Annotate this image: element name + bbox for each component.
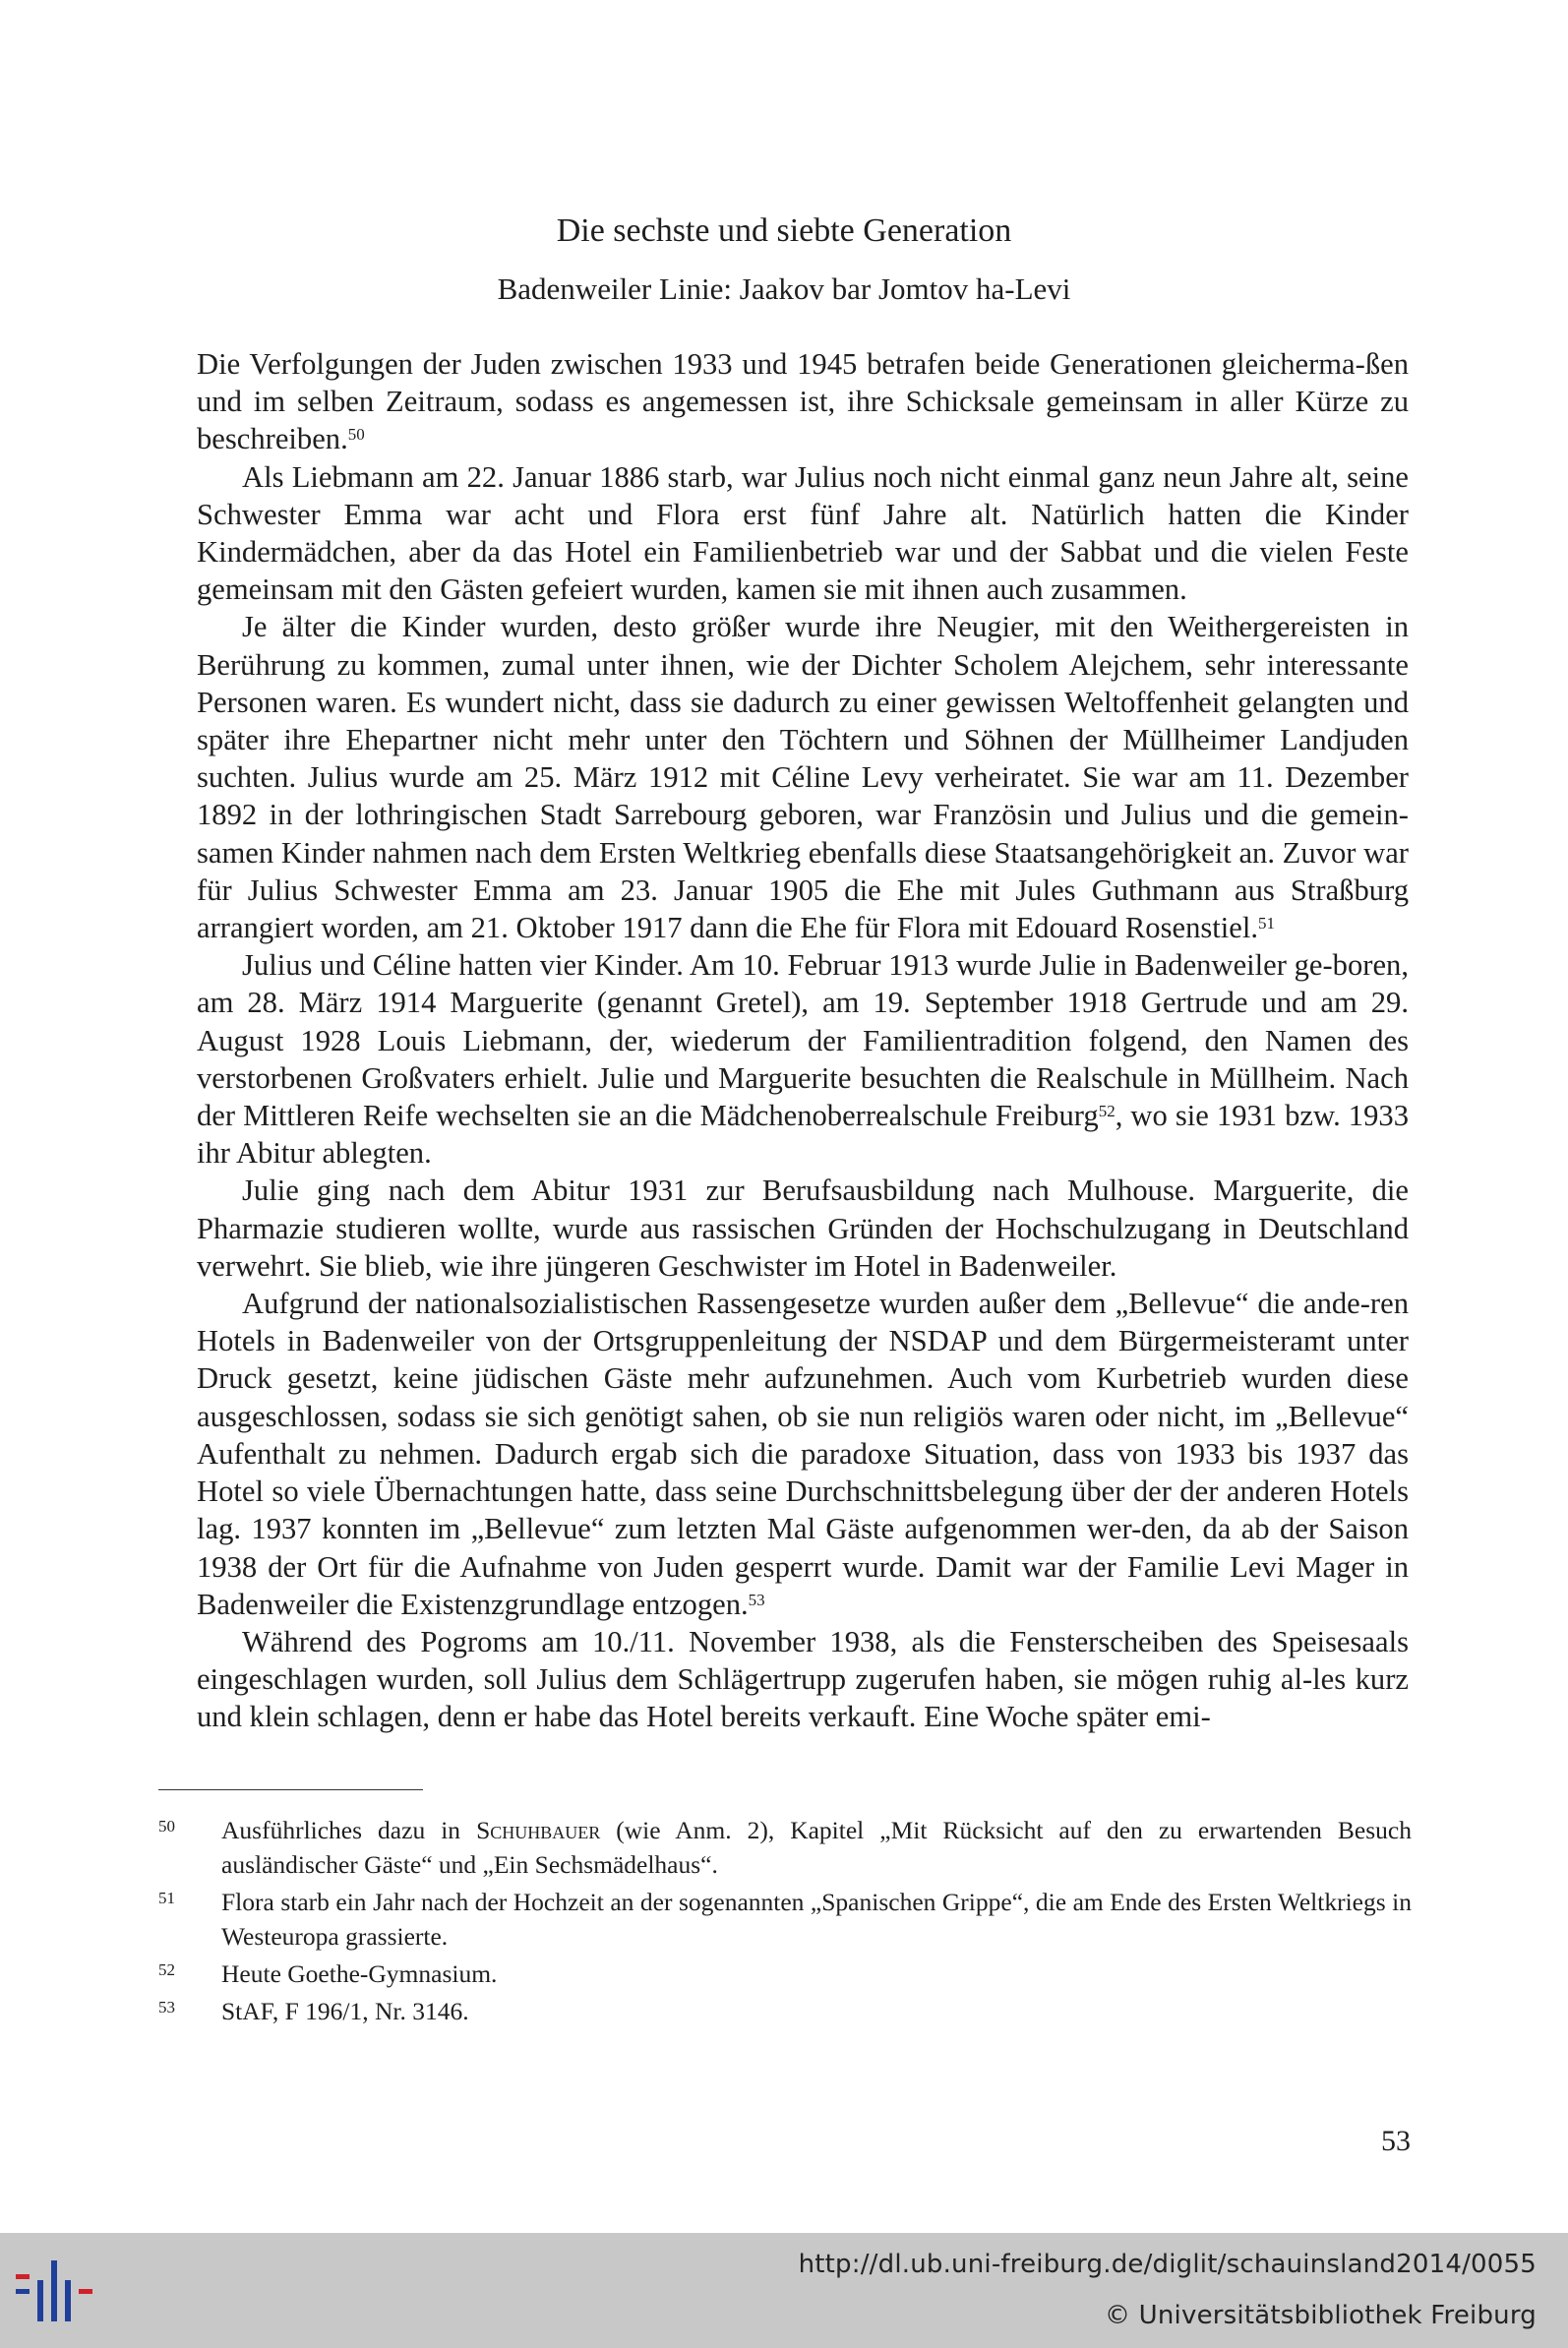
footnote-number: 52 (158, 1960, 175, 1979)
footnote-number: 50 (158, 1817, 175, 1836)
permalink-url[interactable]: http://dl.ub.uni-freiburg.de/diglit/schauinsland2014/0055 (798, 2250, 1537, 2279)
paragraph: Julius und Céline hatten vier Kinder. Am 10. Februar 1913 wurde Julie in Badenweiler ge-boren, am 28. März 1914 Marguerite (genannt Gretel), am 19. September 1918 Gertrude und am 29. August 1928 Louis Liebmann, der, wiederum der Familientradition folgend, den Namen des verstorbenen Großvaters erhielt. Julie und Marguerite besuchten die Realschule in Müllheim. Nach der Mittleren Reife wechselten sie an die Mädchenoberrealschule Freiburg$^{52}$, wo sie 1931 bzw. 1933 ihr Abitur ablegten. (197, 948, 1409, 1171)
paragraph: Julie ging nach dem Abitur 1931 zur Berufsausbildung nach Mulhouse. Marguerite, die Pharmazie studieren wollte, wurde aus rassischen Gründen der Hochschulzugang in Deutschland verwehrt. Sie blieb, wie ihre jüngeren Geschwister im Hotel in Badenweiler. (197, 1174, 1409, 1283)
footnote-divider (158, 1789, 423, 1790)
footnote-ref[interactable]: 50 (347, 425, 365, 445)
footnote-number: 51 (158, 1889, 175, 1907)
paragraph: Je älter die Kinder wurden, desto größer wurde ihre Neugier, mit den Weithergereisten in Berührung zu kommen, zumal unter ihnen, wie der Dichter Scholem Alejchem, sehr interessante Personen waren. Es wundert nicht, dass sie dadurch zu einer gewissen Weltoffenheit gelangten und später ihre Ehepartner nicht mehr unter den Töchtern und Söhnen der Müllheimer Landjuden suchten. Julius wurde am 25. März 1912 mit Céline Levy verheiratet. Sie war am 11. Dezember 1892 in der lothringischen Stadt Sarrebourg geboren, war Französin und Julius und die gemein-samen Kinder nahmen nach dem Ersten Weltkrieg ebenfalls diese Staatsangehörigkeit an. Zuvor war für Julius Schwester Emma am 23. Januar 1905 die Ehe mit Jules Guthmann aus Straßburg arrangiert worden, am 21. Oktober 1917 dann die Ehe für Flora mit Edouard Rosenstiel.$^{51}$ (197, 610, 1409, 945)
footnote: 50 Ausführliches dazu in Schuhbauer (wie Anm. 2), Kapitel „Mit Rücksicht auf den zu erwartenden Besuch ausländischer Gäste“ und „Ein Sechsmädelhaus“. (158, 1813, 1412, 1882)
paragraph: Während des Pogroms am 10./11. November 1938, als die Fensterscheiben des Speisesaals eingeschlagen wurden, soll Julius dem Schlägertrupp zugerufen haben, sie mögen ruhig al-les kurz und klein schlagen, denn er habe das Hotel bereits verkauft. Eine Woche später emi- (197, 1624, 1409, 1734)
ub-freiburg-logo-icon (16, 2260, 98, 2321)
chapter-title: Die sechste und siebte Generation (556, 212, 1012, 249)
paragraph: Aufgrund der nationalsozialistischen Rassengesetze wurden außer dem „Bellevue“ die ande-ren Hotels in Badenweiler von der Ortsgruppenleitung der NSDAP und dem Bürgermeisteramt unter Druck gesetzt, keine jüdischen Gäste mehr aufzunehmen. Auch vom Kurbetrieb wurden diese ausgeschlossen, sodass sie sich genötigt sahen, ob sie nun religiös waren oder nicht, im „Bellevue“ Aufenthalt zu nehmen. Dadurch ergab sich die paradoxe Situation, dass von 1933 bis 1937 das Hotel so viele Übernachtungen hatte, dass seine Durchschnittsbelegung über der der anderen Hotels lag. 1937 konnten im „Bellevue“ zum letzten Mal Gäste aufgenommen wer-den, da ab der Saison 1938 der Ort für die Aufnahme von Juden gesperrt wurde. Damit war der Familie Levi Mager in Badenweiler die Existenzgrundlage entzogen.$^{53}$ (197, 1287, 1409, 1621)
footnote-ref[interactable]: 52 (1098, 1102, 1116, 1121)
footnote-ref[interactable]: 53 (748, 1590, 765, 1609)
paragraph: Die Verfolgungen der Juden zwischen 1933 und 1945 betrafen beide Generationen gleicherma-ßen und im selben Zeitraum, sodass es angemessen ist, ihre Schicksale gemeinsam in aller Kürze zu beschreiben.$^{50}$ (197, 347, 1409, 456)
footnote-number: 53 (158, 1998, 175, 2017)
body-text (197, 345, 1409, 1736)
footnote: 52 Heute Goethe-Gymnasium. (158, 1957, 1412, 1991)
footnotes (158, 1813, 1412, 2031)
viewer-footer-bar (0, 2233, 1568, 2348)
page-number: 53 (1381, 2125, 1411, 2157)
footnote: 51 Flora starb ein Jahr nach der Hochzeit an der sogenannten „Spanischen Grippe“, die am Ende des Ersten Weltkriegs in Westeuropa grassierte. (158, 1885, 1412, 1954)
copyright-notice: © Universitätsbibliothek Freiburg (1104, 2301, 1537, 2330)
paragraph: Als Liebmann am 22. Januar 1886 starb, war Julius noch nicht einmal ganz neun Jahre alt, seine Schwester Emma war acht und Flora erst fünf Jahre alt. Natürlich hatten die Kinder Kindermädchen, aber da das Hotel ein Familienbetrieb war und der Sabbat und die vielen Feste gemeinsam mit den Gästen gefeiert wurden, kamen sie mit ihnen auch zusammen. (197, 459, 1409, 607)
footnote: 53 StAF, F 196/1, Nr. 3146. (158, 1994, 1412, 2028)
chapter-subtitle: Badenweiler Linie: Jaakov bar Jomtov ha-Levi (497, 271, 1071, 306)
footnote-ref[interactable]: 51 (1258, 914, 1275, 933)
